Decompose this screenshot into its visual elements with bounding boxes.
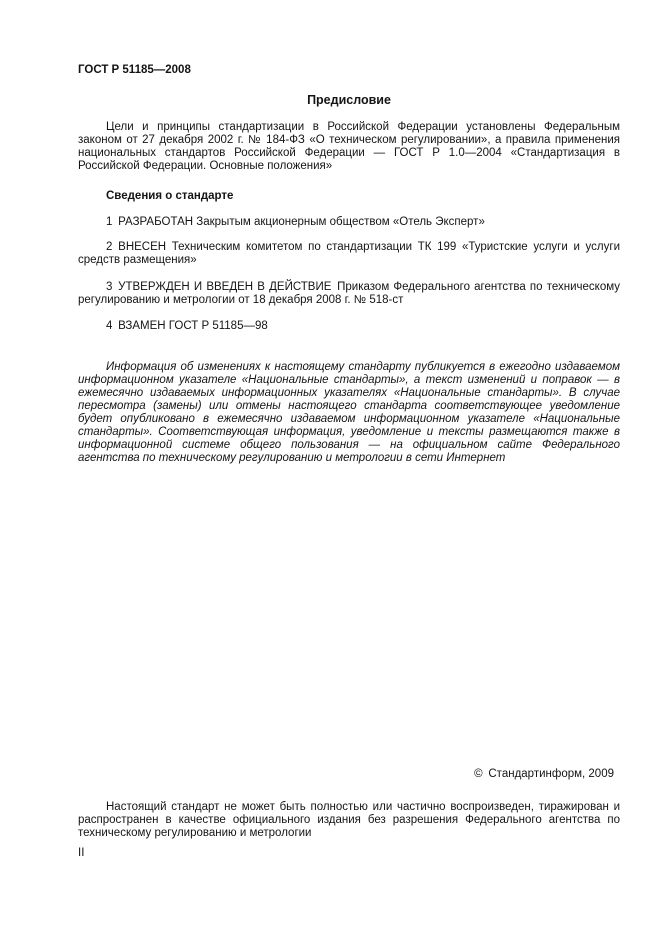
reproduction-restriction-paragraph: Настоящий стандарт не может быть полностью или частично воспроизведен, тиражирован и распространен в качестве официального издания без разрешения Федерального агентства по техническому регулированию и метрологии [78, 801, 620, 839]
standard-info-item-developed: 1 РАЗРАБОТАН Закрытым акционерным обществом «Отель Эксперт» [106, 216, 485, 228]
copyright-line: © Стандартинформ, 2009 [474, 768, 614, 780]
page-title: Предисловие [307, 93, 391, 107]
page-number: II [78, 847, 85, 859]
standard-info-heading: Сведения о стандарте [106, 190, 234, 202]
changes-notice-paragraph: Информация об изменениях к настоящему стандарту публикуется в ежегодно издаваемом информационном указателе «Национальные стандарты», а текст изменений и поправок — в ежемесячно издаваемых информационных указателях «Национальные стандарты». В случае пересмотра (замены) или отмены настоящего стандарта соответствующее уведомление будет опубликовано в ежемесячно издаваемом информационном указателе «Национальные стандарты». Соответствующая информация, уведомление и тексты размещаются также в информационной системе общего пользования — на официальном сайте Федерального агентства по техническому регулированию и метрологии в сети Интернет [78, 361, 620, 464]
document-number: ГОСТ Р 51185—2008 [78, 64, 191, 76]
standard-info-item-replaces: 4 ВЗАМЕН ГОСТ Р 51185—98 [106, 320, 268, 332]
intro-paragraph: Цели и принципы стандартизации в Российской Федерации установлены Федеральным законом от 27 декабря 2002 г. № 184-ФЗ «О техническом регулировании», а правила применения национальных стандартов Российской Федерации — ГОСТ Р 1.0—2004 «Стандартизация в Российской Федерации. Основные положения» [78, 121, 620, 172]
standard-info-item-approved: 3 УТВЕРЖДЕН И ВВЕДЕН В ДЕЙСТВИЕ Приказом Федерального агентства по техническому регулированию и метрологии от 18 декабря 2008 г. № 518-ст [78, 281, 620, 306]
standard-info-item-submitted: 2 ВНЕСЕН Техническим комитетом по стандартизации ТК 199 «Туристские услуги и услуги средств размещения» [78, 241, 620, 266]
